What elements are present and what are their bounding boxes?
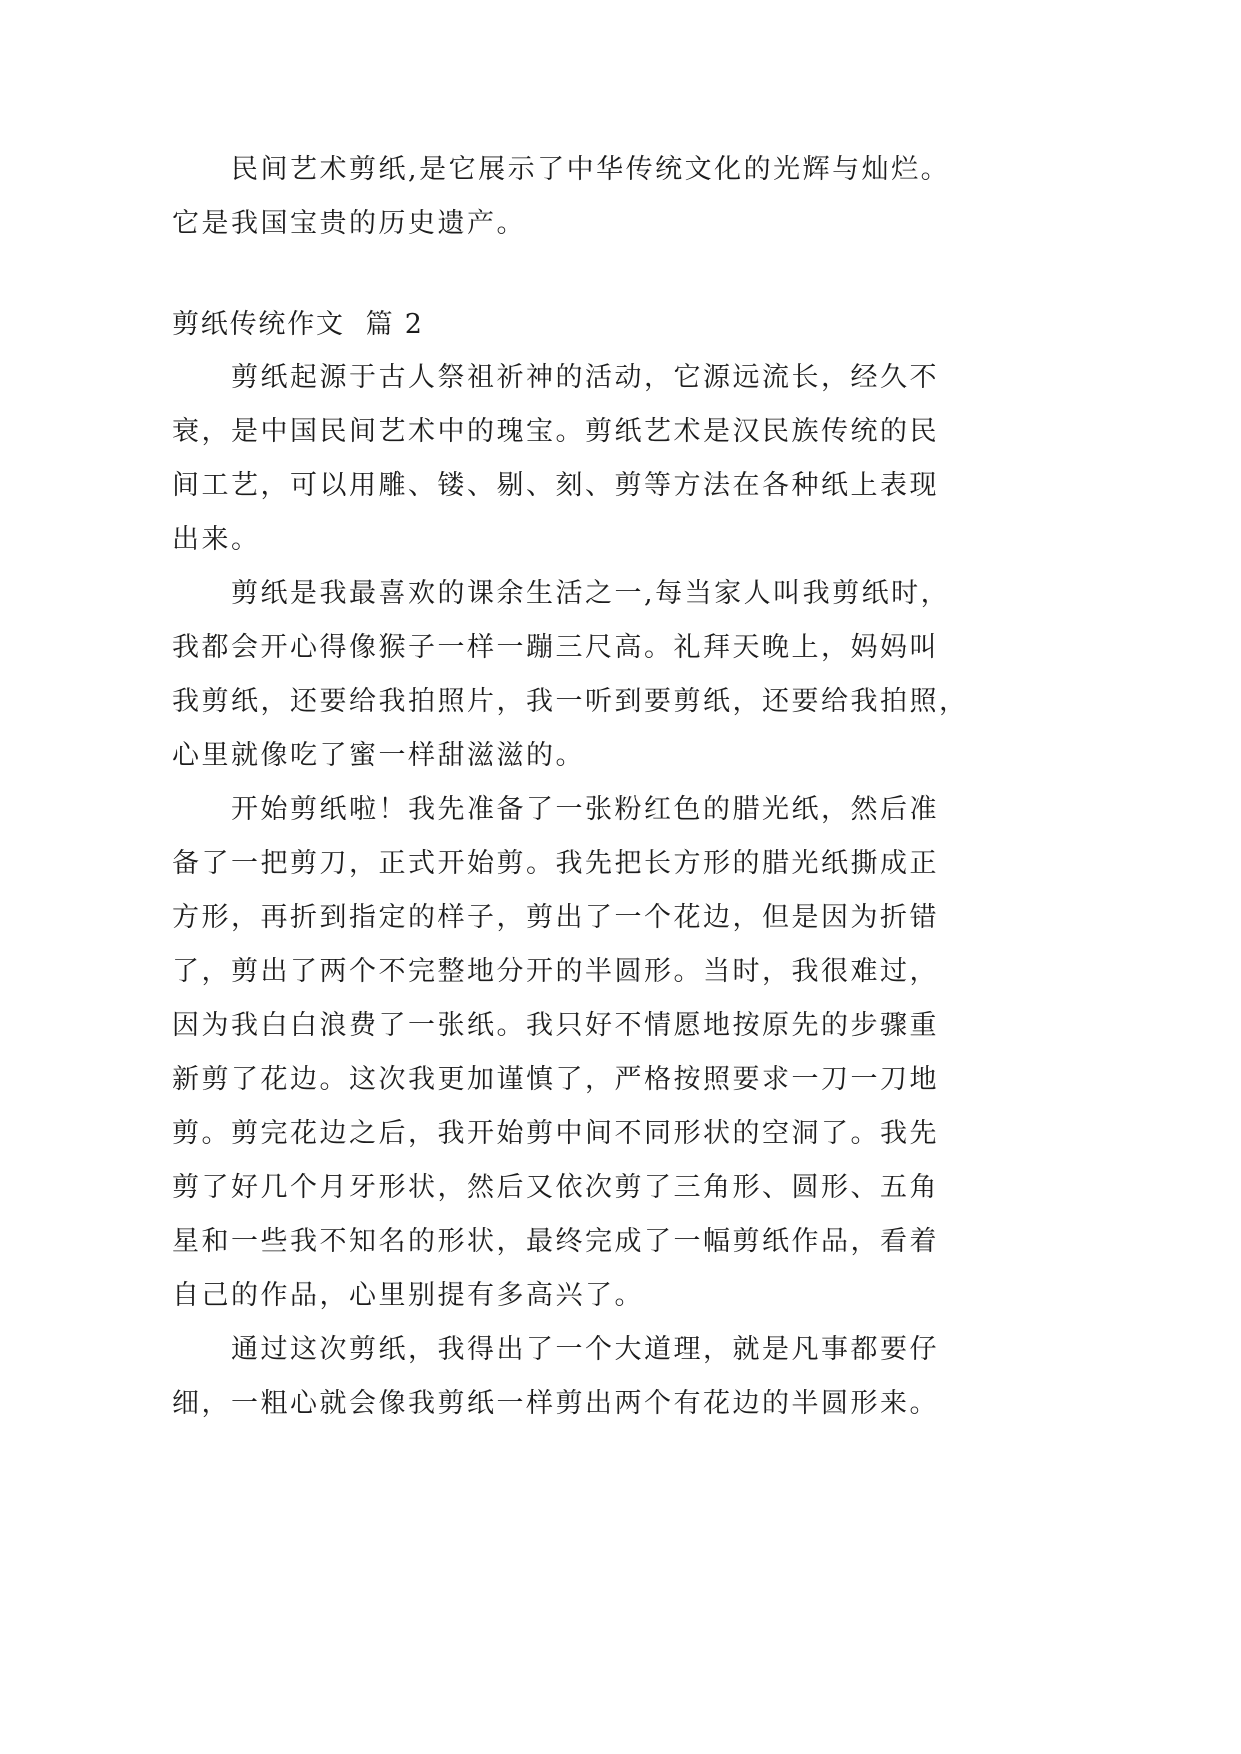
paragraph xyxy=(172,351,1072,567)
paragraph-line: 因为我白白浪费了一张纸。我只好不情愿地按原先的步骤重 xyxy=(172,1010,939,1041)
paragraph-line: 民间艺术剪纸,是它展示了中华传统文化的光辉与灿烂。 xyxy=(231,154,951,185)
paragraph-line: 了，剪出了两个不完整地分开的半圆形。当时，我很难过， xyxy=(172,956,939,987)
paragraph-line: 新剪了花边。这次我更加谨慎了，严格按照要求一刀一刀地 xyxy=(172,1064,939,1095)
paragraph-line: 剪纸是我最喜欢的课余生活之一,每当家人叫我剪纸时， xyxy=(231,578,951,609)
paragraph-line: 我剪纸，还要给我拍照片，我一听到要剪纸，还要给我拍照， xyxy=(172,686,969,717)
paragraph-line: 衰，是中国民间艺术中的瑰宝。剪纸艺术是汉民族传统的民 xyxy=(172,416,939,447)
paragraph-line: 自己的作品，心里别提有多高兴了。 xyxy=(172,1280,644,1311)
heading-text: 剪纸传统作文 篇 2 xyxy=(172,309,424,340)
paragraph-line: 开始剪纸啦！我先准备了一张粉红色的腊光纸，然后准 xyxy=(231,794,939,825)
paragraph-line: 星和一些我不知名的形状，最终完成了一幅剪纸作品，看着 xyxy=(172,1226,939,1257)
paragraph-line: 心里就像吃了蜜一样甜滋滋的。 xyxy=(172,740,585,771)
paragraph xyxy=(172,1323,1072,1431)
intro-paragraph xyxy=(172,143,1072,251)
paragraph-line: 出来。 xyxy=(172,524,261,555)
paragraph-line: 剪。剪完花边之后，我开始剪中间不同形状的空洞了。我先 xyxy=(172,1118,939,1149)
paragraph-line: 间工艺，可以用雕、镂、剔、刻、剪等方法在各种纸上表现 xyxy=(172,470,939,501)
paragraph xyxy=(172,567,1072,783)
paragraph-line: 剪了好几个月牙形状，然后又依次剪了三角形、圆形、五角 xyxy=(172,1172,939,1203)
paragraph-line: 通过这次剪纸，我得出了一个大道理，就是凡事都要仔 xyxy=(231,1334,939,1365)
document-heading xyxy=(172,298,1072,352)
paragraph-line: 剪纸起源于古人祭祖祈神的活动，它源远流长，经久不 xyxy=(231,362,939,393)
paragraph-line: 细，一粗心就会像我剪纸一样剪出两个有花边的半圆形来。 xyxy=(172,1388,939,1419)
paragraph-line: 备了一把剪刀，正式开始剪。我先把长方形的腊光纸撕成正 xyxy=(172,848,939,879)
paragraph-line: 方形，再折到指定的样子，剪出了一个花边，但是因为折错 xyxy=(172,902,939,933)
paragraph-line: 它是我国宝贵的历史遗产。 xyxy=(172,208,526,239)
document-body xyxy=(172,351,1072,1431)
paragraph-line: 我都会开心得像猴子一样一蹦三尺高。礼拜天晚上，妈妈叫 xyxy=(172,632,939,663)
paragraph xyxy=(172,783,1072,1323)
